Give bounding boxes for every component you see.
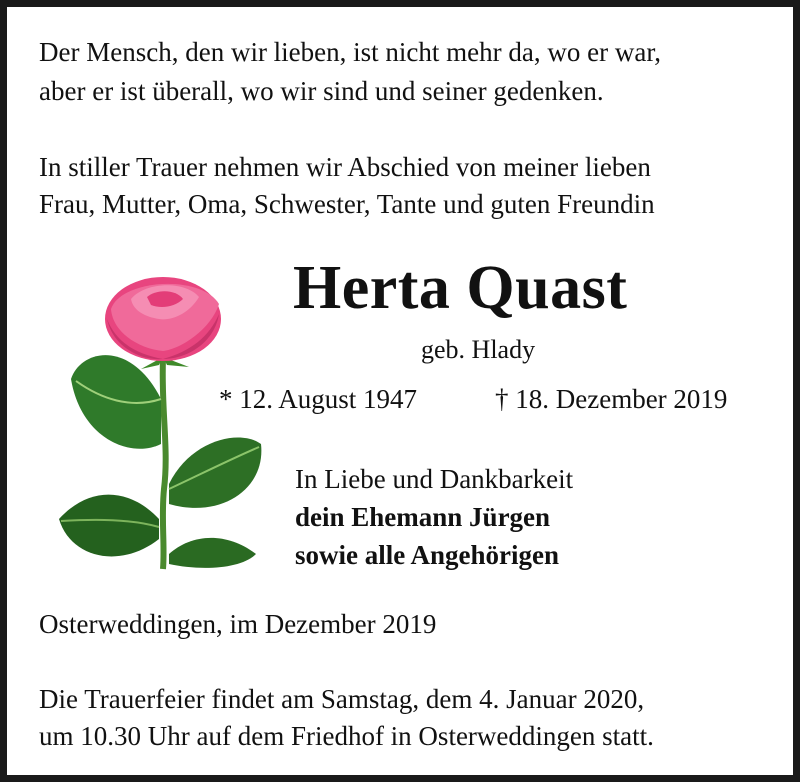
intro-quote-line-1: Der Mensch, den wir lieben, ist nicht mehr da, wo er war, <box>39 37 661 67</box>
place-date: Osterweddingen, im Dezember 2019 <box>39 609 437 639</box>
deceased-name: Herta Quast <box>293 254 628 322</box>
mourning-text-line-1: In stiller Trauer nehmen wir Abschied von meiner lieben <box>39 152 651 182</box>
maiden-name: geb. Hlady <box>421 335 536 364</box>
funeral-info-line-1: Die Trauerfeier findet am Samstag, dem 4. Januar 2020, <box>39 684 645 714</box>
signature-line-3: sowie alle Angehörigen <box>295 540 559 570</box>
funeral-info-line-2: um 10.30 Uhr auf dem Friedhof in Osterweddingen statt. <box>39 721 654 751</box>
signature-line-1: In Liebe und Dankbarkeit <box>295 464 574 494</box>
intro-quote-line-2: aber er ist überall, wo wir sind und seiner gedenken. <box>39 76 604 106</box>
birth-date: * 12. August 1947 <box>219 384 418 414</box>
signature-line-2: dein Ehemann Jürgen <box>295 502 551 532</box>
mourning-text-line-2: Frau, Mutter, Oma, Schwester, Tante und guten Freundin <box>39 189 655 219</box>
death-date: † 18. Dezember 2019 <box>495 384 728 414</box>
rose-icon <box>51 269 271 571</box>
